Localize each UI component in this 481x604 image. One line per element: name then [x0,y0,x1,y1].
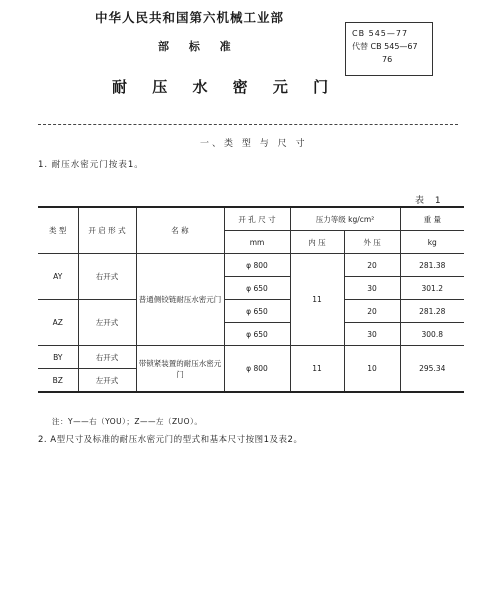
year-code: 76 [382,55,393,64]
standard-code: CB 545—77 [352,29,409,38]
weight-cell: 300.8 [400,323,464,346]
diam-cell: φ 800 [224,254,290,277]
open-cell: 左开式 [78,300,136,346]
header-type: 类 型 [38,207,78,254]
table-row [38,346,464,369]
header-outer: 外 压 [344,231,400,254]
header-weight-unit: kg [400,231,464,254]
type-cell: BZ [38,369,78,393]
group-a-inner: 11 [290,254,344,346]
outer-cell: 30 [344,323,400,346]
open-cell: 左开式 [78,369,136,393]
standard-type: 部 标 准 [158,40,239,53]
header-pressure: 压力等级 kg/cm² [290,207,400,231]
section-heading: 一、类 型 与 尺 寸 [200,139,308,149]
header-inner: 内 压 [290,231,344,254]
group-a-name: 普通侧铰链耐压水密元门 [136,254,224,346]
group-b-name: 带锁紧装置的耐压水密元门 [136,346,224,393]
open-cell: 右开式 [78,346,136,369]
standard-code-box [345,22,433,76]
replaced-code: 代替 CB 545—67 [352,42,418,51]
type-cell: AY [38,254,78,300]
document-title: 耐 压 水 密 元 门 [112,78,339,96]
weight-cell: 281.38 [400,254,464,277]
type-cell: AZ [38,300,78,346]
diam-cell: φ 650 [224,277,290,300]
open-cell: 右开式 [78,254,136,300]
diam-cell: φ 650 [224,323,290,346]
outer-cell: 20 [344,254,400,277]
outer-cell: 30 [344,277,400,300]
paragraph-2: 2. A型尺寸及标准的耐压水密元门的型式和基本尺寸按图1及表2。 [38,435,303,445]
header-name: 名 称 [136,207,224,254]
header-opening: 开 孔 尺 寸 [224,207,290,231]
organization-name: 中华人民共和国第六机械工业部 [95,10,285,25]
table-row [38,300,464,323]
paragraph-1: 1. 耐压水密元门按表1。 [38,160,144,170]
group-b-diam: φ 800 [224,346,290,393]
table-note: 注：Y——右（YOU）；Z——左（ZUO）。 [52,417,203,426]
weight-cell: 281.28 [400,300,464,323]
table-label: 表 1 [415,196,445,206]
header-weight: 重 量 [400,207,464,231]
group-b-weight: 295.34 [400,346,464,393]
outer-cell: 20 [344,300,400,323]
header-open-mode: 开 启 形 式 [78,207,136,254]
header-opening-unit: mm [224,231,290,254]
table-row [38,254,464,277]
group-b-inner: 11 [290,346,344,393]
type-cell: BY [38,346,78,369]
group-b-outer: 10 [344,346,400,393]
diam-cell: φ 650 [224,300,290,323]
header-divider [38,124,458,125]
spec-table [38,206,464,393]
weight-cell: 301.2 [400,277,464,300]
